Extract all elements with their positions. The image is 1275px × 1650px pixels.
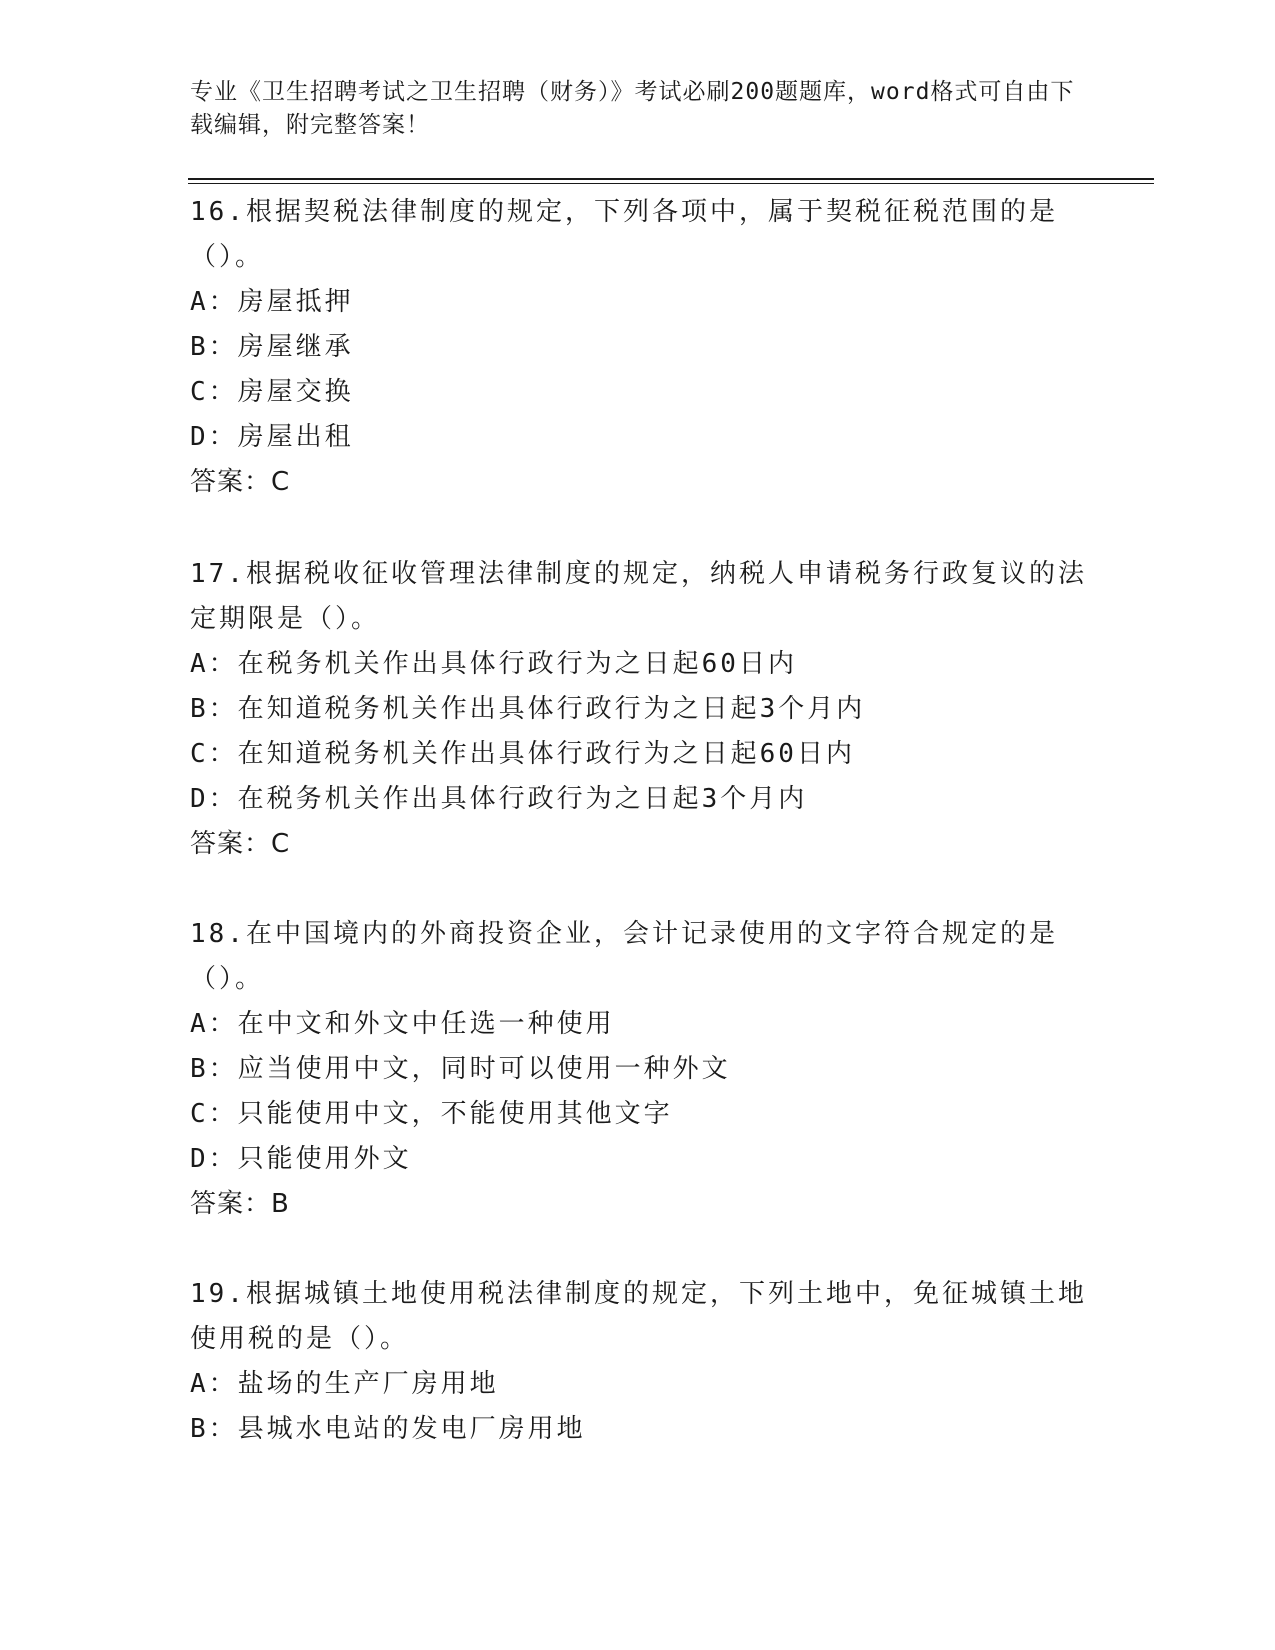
option-d: D：房屋出租 [190,422,354,452]
option-a: A：房屋抵押 [190,287,354,317]
option-a: A：在税务机关作出具体行政行为之日起60日内 [190,649,797,679]
question-18 [190,912,1090,1227]
question-17 [190,552,1090,867]
question-stem: 19.根据城镇土地使用税法律制度的规定，下列土地中，免征城镇土地使用税的是（）。 [190,1279,1087,1354]
answer: 答案：B [190,1189,290,1219]
question-stem: 18.在中国境内的外商投资企业，会计记录使用的文字符合规定的是（）。 [190,919,1058,994]
option-b: B：在知道税务机关作出具体行政行为之日起3个月内 [190,694,866,724]
question-19 [190,1272,1090,1452]
option-c: C：房屋交换 [190,377,354,407]
option-a: A：在中文和外文中任选一种使用 [190,1009,615,1039]
question-stem: 16.根据契税法律制度的规定，下列各项中，属于契税征税范围的是（）。 [190,197,1058,272]
option-b: B：县城水电站的发电厂房用地 [190,1414,586,1444]
header-divider-thin [188,183,1154,184]
option-d: D：在税务机关作出具体行政行为之日起3个月内 [190,784,808,814]
option-c: C：在知道税务机关作出具体行政行为之日起60日内 [190,739,855,769]
option-b: B：应当使用中文，同时可以使用一种外文 [190,1054,731,1084]
question-16 [190,190,1090,505]
option-c: C：只能使用中文，不能使用其他文字 [190,1099,673,1129]
header-divider [188,178,1154,180]
option-b: B：房屋继承 [190,332,354,362]
answer: 答案：C [190,467,291,497]
question-stem: 17.根据税收征收管理法律制度的规定，纳税人申请税务行政复议的法定期限是（）。 [190,559,1087,634]
document-header: 专业《卫生招聘考试之卫生招聘（财务）》考试必刷200题题库，word格式可自由下载编辑，附完整答案！ [190,79,1075,138]
option-d: D：只能使用外文 [190,1144,412,1174]
answer: 答案：C [190,829,291,859]
option-a: A：盐场的生产厂房用地 [190,1369,499,1399]
